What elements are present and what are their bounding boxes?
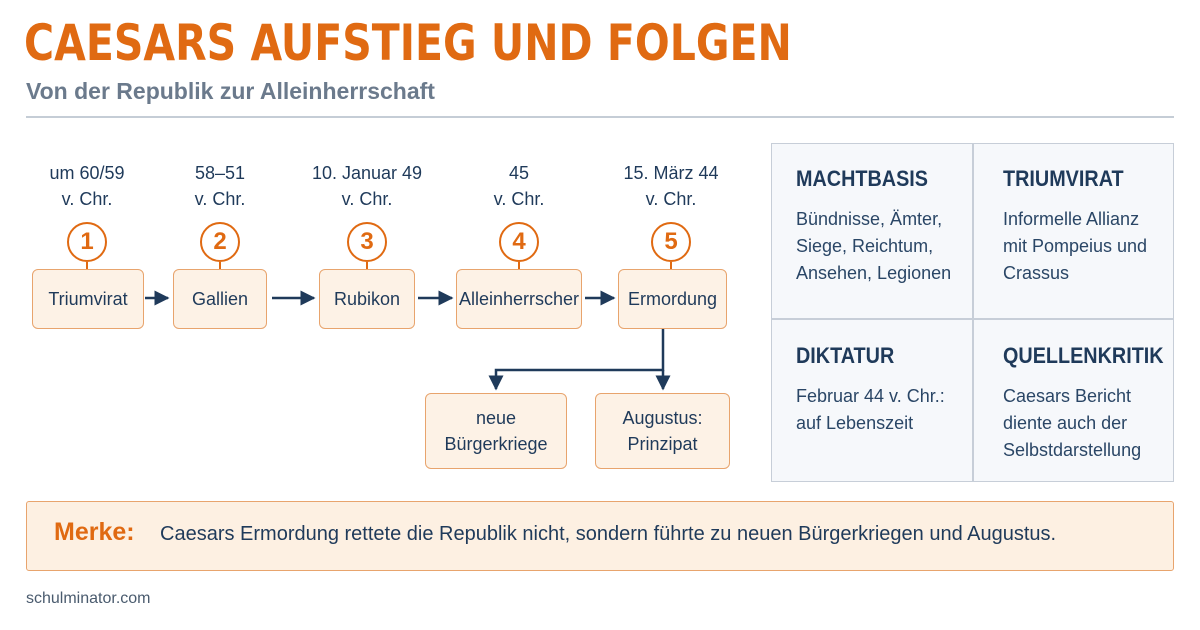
card-heading: QUELLENKRITIK — [1003, 343, 1164, 368]
card-text — [1003, 383, 1183, 464]
card-heading: TRIUMVIRAT — [1003, 166, 1124, 191]
step-box-rubikon: Rubikon — [319, 269, 415, 329]
consequence-line-2: Bürgerkriege — [444, 434, 548, 454]
consequence-line-1: Augustus: — [622, 408, 703, 428]
card-text-line: Februar 44 v. Chr.: — [796, 386, 945, 406]
arrow-to-buergerkriege — [496, 328, 663, 389]
date-step-2 — [145, 160, 295, 212]
consequence-box-augustus — [595, 393, 730, 469]
date-line-1: 10. Januar 49 — [311, 163, 423, 183]
date-line-1: 58–51 — [194, 163, 246, 183]
card-text-line: mit Pompeius und — [1003, 236, 1148, 256]
step-box-triumvirat: Triumvirat — [32, 269, 144, 329]
date-step-3 — [292, 160, 442, 212]
step-box-alleinherrscher: Alleinherrscher — [456, 269, 582, 329]
footer-source: schulminator.com — [26, 590, 151, 607]
card-quellenkritik — [1003, 343, 1183, 464]
card-text — [796, 383, 976, 437]
card-text-line: Caesars Bericht — [1003, 386, 1132, 406]
card-text-line: Crassus — [1003, 263, 1070, 283]
step-number-3: 3 — [347, 222, 387, 262]
step-box-ermordung: Ermordung — [618, 269, 727, 329]
date-line-1: 15. März 44 — [623, 163, 719, 183]
grid-divider-horizontal — [771, 318, 1174, 320]
date-step-1 — [12, 160, 162, 212]
card-text-line: Informelle Allianz — [1003, 209, 1140, 229]
page-subtitle: Von der Republik zur Alleinherrschaft — [26, 78, 435, 104]
date-line-1: 45 — [508, 163, 530, 183]
card-diktatur — [796, 343, 976, 437]
step-number-1: 1 — [67, 222, 107, 262]
date-line-2: v. Chr. — [645, 189, 697, 209]
step-number-5: 5 — [651, 222, 691, 262]
card-heading: DIKTATUR — [796, 343, 895, 368]
step-box-gallien: Gallien — [173, 269, 267, 329]
date-step-4 — [444, 160, 594, 212]
card-text-line: Selbstdarstellung — [1003, 440, 1142, 460]
date-line-2: v. Chr. — [61, 189, 113, 209]
card-text-line: Bündnisse, Ämter, — [796, 209, 943, 229]
card-machtbasis — [796, 166, 976, 287]
card-text-line: diente auch der — [1003, 413, 1128, 433]
page-title: CAESARS AUFSTIEG UND FOLGEN — [24, 14, 792, 72]
date-step-5 — [596, 160, 746, 212]
date-line-2: v. Chr. — [341, 189, 393, 209]
card-text-line: Siege, Reichtum, — [796, 236, 934, 256]
merke-text: Caesars Ermordung rettete die Republik nicht, sondern führte zu neuen Bürgerkriegen und Augustus. — [160, 523, 1057, 545]
consequence-line-1: neue — [475, 408, 517, 428]
card-text-line: auf Lebenszeit — [796, 413, 914, 433]
card-text — [796, 206, 976, 287]
date-line-2: v. Chr. — [194, 189, 246, 209]
step-number-4: 4 — [499, 222, 539, 262]
merke-label: Merke: — [54, 518, 135, 546]
consequence-line-2: Prinzipat — [627, 434, 698, 454]
date-line-1: um 60/59 — [49, 163, 125, 183]
card-text — [1003, 206, 1183, 287]
consequence-box-buergerkriege — [425, 393, 567, 469]
step-number-2: 2 — [200, 222, 240, 262]
card-text-line: Ansehen, Legionen — [796, 263, 952, 283]
card-heading: MACHTBASIS — [796, 166, 929, 191]
date-line-2: v. Chr. — [493, 189, 545, 209]
card-triumvirat — [1003, 166, 1183, 287]
